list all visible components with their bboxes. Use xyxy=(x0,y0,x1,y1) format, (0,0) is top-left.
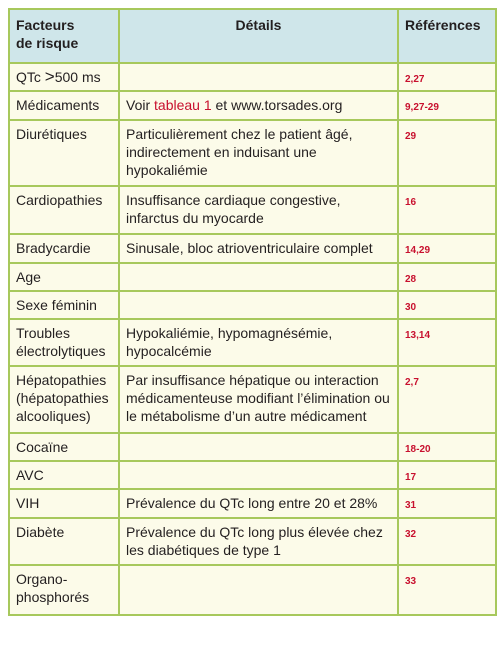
factor-cell: Cocaïne xyxy=(9,433,119,461)
details-cell: Prévalence du QTc long entre 20 et 28% xyxy=(119,489,398,518)
details-cell: Par insuffisance hépatique ou interaction médicamenteuse modifiant l’élimination ou le métabolisme d’un autre médicament xyxy=(119,366,398,433)
references-cell: 17 xyxy=(398,461,496,489)
references-cell: 2,7 xyxy=(398,366,496,433)
table-row xyxy=(9,461,496,489)
references-cell: 33 xyxy=(398,565,496,615)
factor-cell: VIH xyxy=(9,489,119,518)
table-row xyxy=(9,291,496,319)
references-cell: 18-20 xyxy=(398,433,496,461)
table-row xyxy=(9,319,496,366)
details-cell: Insuffisance cardiaque congestive, infarctus du myocarde xyxy=(119,186,398,234)
details-prefix: Voir xyxy=(126,97,155,113)
details-cell xyxy=(119,91,398,120)
details-cell xyxy=(119,63,398,91)
header-details: Détails xyxy=(119,9,398,63)
factor-cell: Médicaments xyxy=(9,91,119,120)
details-cell: Prévalence du QTc long plus élevée chez les diabétiques de type 1 xyxy=(119,518,398,565)
risk-factors-table xyxy=(8,8,497,616)
references-cell: 30 xyxy=(398,291,496,319)
details-cell xyxy=(119,263,398,291)
factor-cell: Organo- phosphorés xyxy=(9,565,119,615)
details-cell: Hypokaliémie, hypomagnésémie, hypocalcémie xyxy=(119,319,398,366)
table-row xyxy=(9,186,496,234)
factor-cell: Diabète xyxy=(9,518,119,565)
factor-cell: Age xyxy=(9,263,119,291)
factor-cell: Cardiopathies xyxy=(9,186,119,234)
references-cell: 13,14 xyxy=(398,319,496,366)
details-cell: Particulièrement chez le patient âgé, indirectement en induisant une hypokaliémie xyxy=(119,120,398,186)
table-row xyxy=(9,518,496,565)
references-cell: 16 xyxy=(398,186,496,234)
references-cell: 9,27-29 xyxy=(398,91,496,120)
table-row xyxy=(9,366,496,433)
references-cell: 29 xyxy=(398,120,496,186)
factor-cell: Hépatopathies (hépatopathies alcooliques) xyxy=(9,366,119,433)
details-cell xyxy=(119,291,398,319)
references-cell: 2,27 xyxy=(398,63,496,91)
table-row xyxy=(9,234,496,263)
references-cell: 14,29 xyxy=(398,234,496,263)
table-row xyxy=(9,120,496,186)
table-row xyxy=(9,433,496,461)
header-references: Références xyxy=(398,9,496,63)
references-cell: 31 xyxy=(398,489,496,518)
factor-cell: Bradycardie xyxy=(9,234,119,263)
details-cell xyxy=(119,433,398,461)
factor-cell: Troubles électrolytiques xyxy=(9,319,119,366)
factor-cell: Diurétiques xyxy=(9,120,119,186)
table-row xyxy=(9,63,496,91)
table-row xyxy=(9,91,496,120)
details-cell: Sinusale, bloc atrioventriculaire complet xyxy=(119,234,398,263)
references-cell: 32 xyxy=(398,518,496,565)
factor-cell: AVC xyxy=(9,461,119,489)
table-row xyxy=(9,489,496,518)
details-suffix: et www.torsades.org xyxy=(211,97,343,113)
header-factors: Facteurs de risque xyxy=(9,9,119,63)
table-1-link[interactable]: tableau 1 xyxy=(154,97,212,113)
details-cell xyxy=(119,565,398,615)
factor-cell: Sexe féminin xyxy=(9,291,119,319)
references-cell: 28 xyxy=(398,263,496,291)
header-row xyxy=(9,9,496,63)
table-row xyxy=(9,263,496,291)
factor-cell: QTc >500 ms xyxy=(9,63,119,91)
table-row xyxy=(9,565,496,615)
details-cell xyxy=(119,461,398,489)
